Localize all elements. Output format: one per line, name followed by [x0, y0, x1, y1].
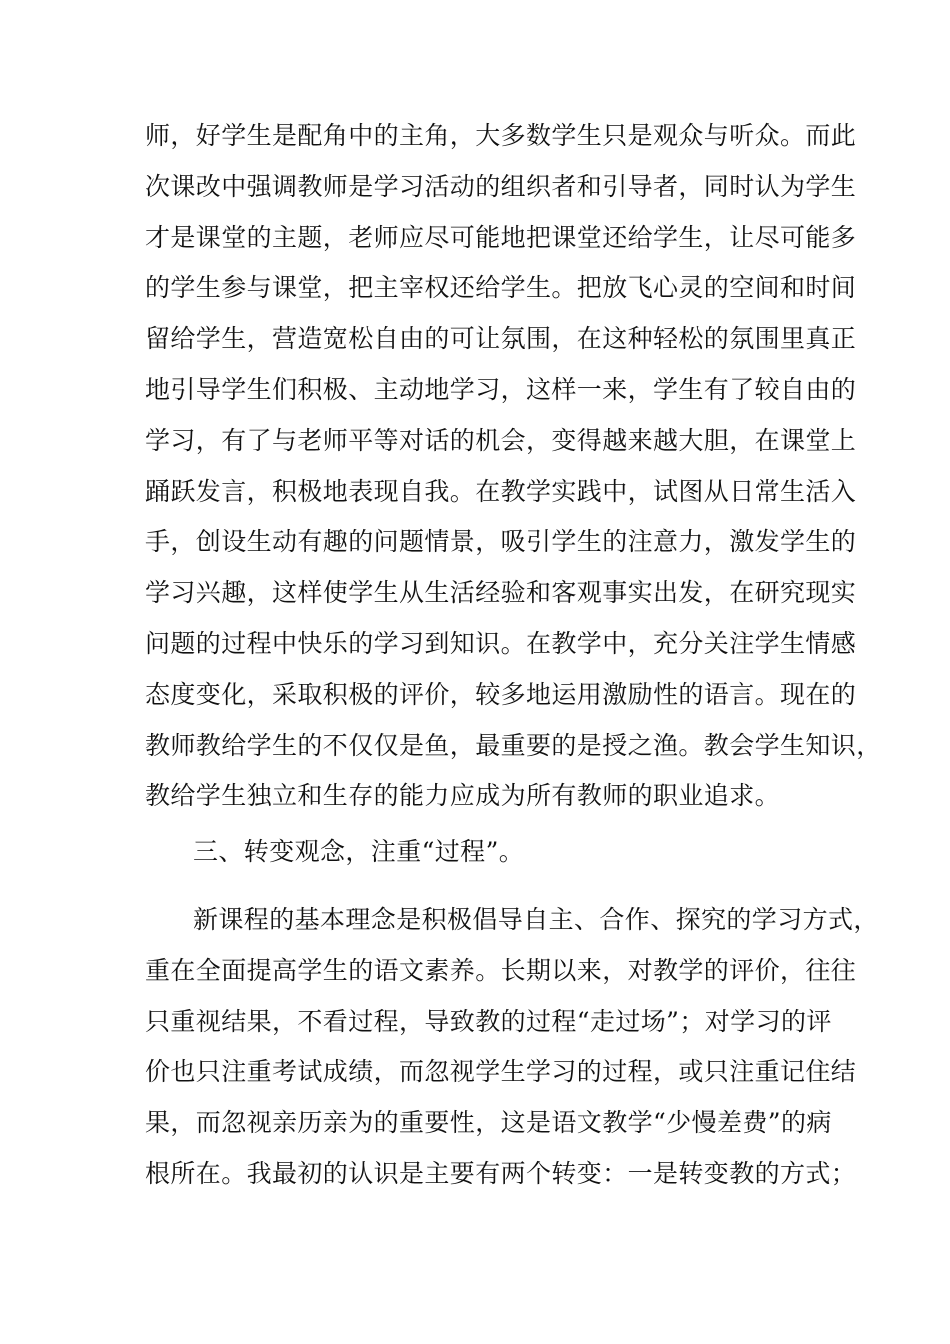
paragraph-line: 态度变化，采取积极的评价，较多地运用激励性的语言。现在的: [145, 679, 857, 709]
paragraph-line: 手，创设生动有趣的问题情景，吸引学生的注意力，激发学生的: [145, 527, 857, 557]
paragraph-2: [145, 895, 879, 1200]
paragraph-line: 问题的过程中快乐的学习到知识。在教学中，充分关注学生情感: [145, 628, 857, 658]
paragraph-line: 果，而忽视亲历亲为的重要性，这是语文教学“少慢差费”的病: [145, 1108, 832, 1138]
paragraph-line: 教师教给学生的不仅仅是鱼，最重要的是授之渔。教会学生知识，: [145, 730, 882, 760]
paragraph-line: 留给学生，营造宽松自由的可让氛围，在这种轻松的氛围里真正: [145, 324, 857, 354]
paragraph-line: 地引导学生们积极、主动地学习，这样一来，学生有了较自由的: [145, 374, 857, 404]
paragraph-line: 根所在。我最初的认识是主要有两个转变：一是转变教的方式；: [145, 1158, 857, 1188]
section-heading: [145, 827, 815, 878]
paragraph-line: 新课程的基本理念是积极倡导自主、合作、探究的学习方式，: [193, 905, 879, 934]
paragraph-line: 教给学生独立和生存的能力应成为所有教师的职业追求。: [145, 781, 781, 811]
paragraph-line: 才是课堂的主题，老师应尽可能地把课堂还给学生，让尽可能多: [145, 222, 857, 252]
paragraph-line: 次课改中强调教师是学习活动的组织者和引导者，同时认为学生: [145, 171, 857, 201]
paragraph-line: 只重视结果，不看过程，导致教的过程“走过场”；对学习的评: [145, 1006, 832, 1036]
paragraph-line: 重在全面提高学生的语文素养。长期以来，对教学的评价，往往: [145, 955, 857, 985]
paragraph-line: 学习兴趣，这样使学生从生活经验和客观事实出发，在研究现实: [145, 578, 857, 608]
paragraph-line: 师，好学生是配角中的主角，大多数学生只是观众与听众。而此: [145, 121, 857, 150]
paragraph-line: 学习，有了与老师平等对话的机会，变得越来越大胆，在课堂上: [145, 425, 857, 455]
paragraph-line: 踊跃发言，积极地表现自我。在教学实践中，试图从日常生活入: [145, 476, 857, 506]
section-heading-text: 三、转变观念，注重“过程”。: [193, 837, 525, 866]
paragraph-line: 价也只注重考试成绩，而忽视学生学习的过程，或只注重记住结: [145, 1057, 857, 1087]
paragraph-line: 的学生参与课堂，把主宰权还给学生。把放飞心灵的空间和时间: [145, 273, 857, 303]
paragraph-1: [145, 111, 882, 822]
